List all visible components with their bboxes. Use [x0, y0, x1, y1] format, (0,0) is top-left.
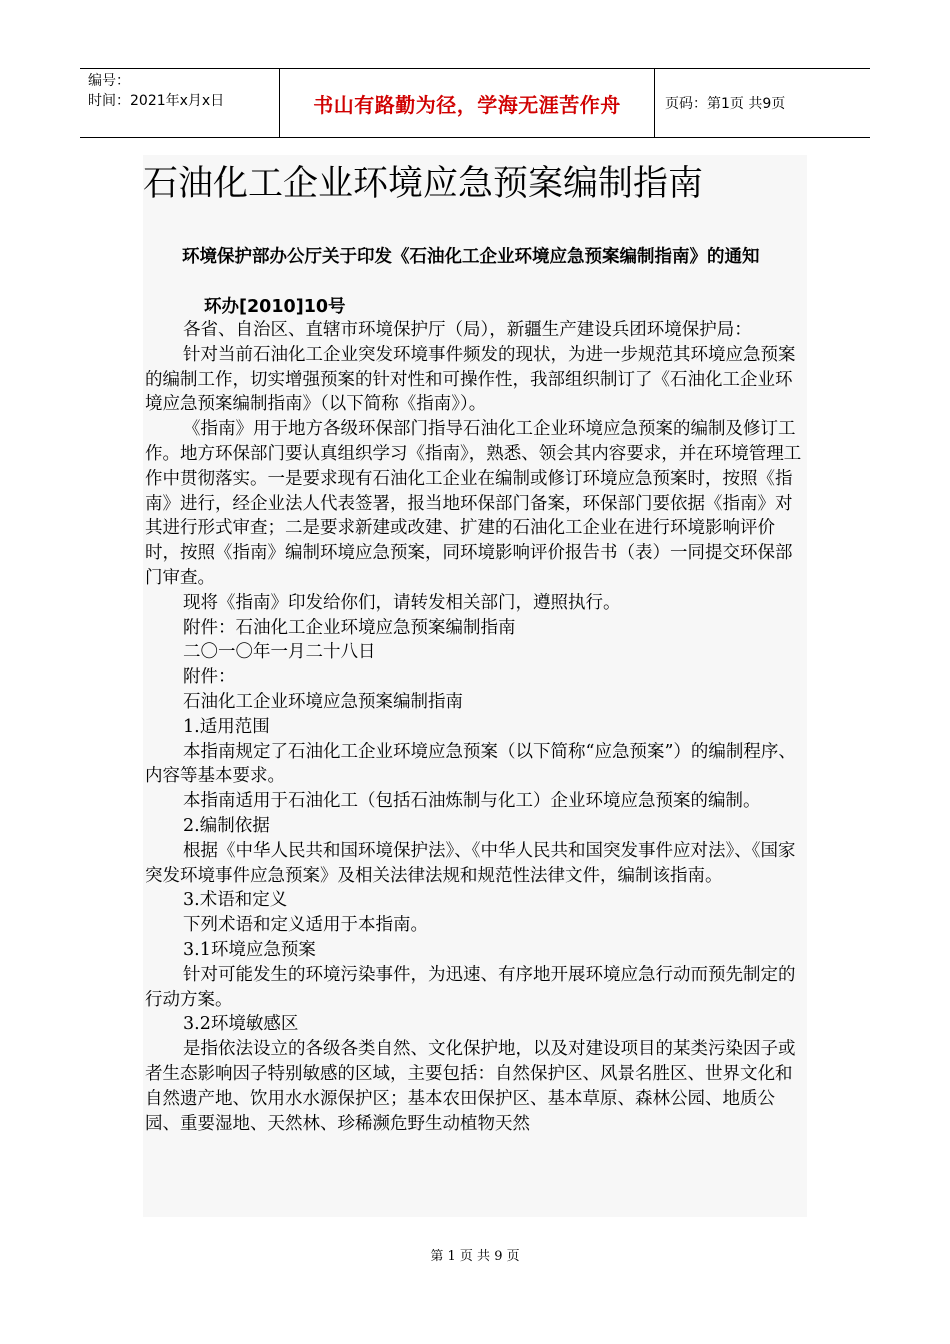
number-label: 编号： [88, 73, 130, 89]
document-title: 石油化工企业环境应急预案编制指南 [143, 164, 704, 204]
paragraph: 本指南规定了石油化工企业环境应急预案（以下简称“应急预案”）的编制程序、内容等基本要求。 [145, 741, 796, 787]
paragraph: 现将《指南》印发给你们，请转发相关部门，遵照执行。 [183, 592, 621, 613]
header-page-info: 页码：第1页 共9页 [665, 96, 786, 112]
paragraph: 附件：石油化工企业环境应急预案编制指南 [183, 617, 516, 638]
paragraph: 附件： [183, 667, 236, 688]
paragraph: 根据《中华人民共和国环境保护法》、《中华人民共和国突发事件应对法》、《国家突发环境事件应急预案》及相关法律法规和规范性法律文件，编制该指南。 [145, 840, 796, 886]
paragraph: 《指南》用于地方各级环保部门指导石油化工企业环境应急预案的编制及修订工作。地方环保部门要认真组织学习《指南》，熟悉、领会其内容要求，并在环境管理工作中贯彻落实。一是要求现有石油化工企业在编制或修订环境应急预案时，按照《指南》进行，经企业法人代表签署，报当地环保部门备案，环保部门要依据《指南》对其进行形式审查；二是要求新建或改建、扩建的石油化工企业在进行环境影响评价时，按照《指南》编制环境应急预案，同环境影响评价报告书（表）一同提交环保部门审查。 [145, 419, 802, 588]
paragraph: 二〇一〇年一月二十八日 [183, 642, 376, 663]
section-heading: 3.术语和定义 [183, 890, 288, 911]
page-header [80, 68, 870, 138]
paragraph: 针对可能发生的环境污染事件，为迅速、有序地开展环境应急行动而预先制定的行动方案。 [145, 964, 796, 1010]
section-heading: 2.编制依据 [183, 815, 270, 836]
subsection-heading: 3.2环境敏感区 [183, 1014, 299, 1035]
document-body [145, 318, 805, 1136]
header-meta [80, 69, 280, 137]
paragraph: 石油化工企业环境应急预案编制指南 [183, 691, 463, 712]
paragraph: 各省、自治区、直辖市环境保护厅（局），新疆生产建设兵团环境保护局： [183, 320, 752, 340]
notice-title: 环境保护部办公厅关于印发《石油化工企业环境应急预案编制指南》的通知 [182, 247, 760, 267]
document-number: 环办[2010]10号 [204, 297, 346, 317]
paragraph: 针对当前石油化工企业突发环境事件频发的现状，为进一步规范其环境应急预案的编制工作，切实增强预案的针对性和可操作性，我部组织制订了《石油化工企业环境应急预案编制指南》（以下简称《指南》）。 [145, 344, 796, 415]
section-heading: 1.适用范围 [183, 716, 270, 737]
subsection-heading: 3.1环境应急预案 [183, 939, 316, 960]
page-footer: 第 1 页 共 9 页 [430, 1249, 520, 1264]
header-motto: 书山有路勤为径，学海无涯苦作舟 [280, 69, 655, 137]
paragraph: 本指南适用于石油化工（包括石油炼制与化工）企业环境应急预案的编制。 [183, 791, 761, 812]
paragraph: 下列术语和定义适用于本指南。 [183, 915, 428, 936]
paragraph: 是指依法设立的各级各类自然、文化保护地，以及对建设项目的某类污染因子或者生态影响因子特别敏感的区域，主要包括：自然保护区、风景名胜区、世界文化和自然遗产地、饮用水水源保护区；基本农田保护区、基本草原、森林公园、地质公园、重要湿地、天然林、珍稀濒危野生动植物天然 [145, 1039, 796, 1134]
date-label: 时间：2021年x月x日 [88, 93, 225, 109]
